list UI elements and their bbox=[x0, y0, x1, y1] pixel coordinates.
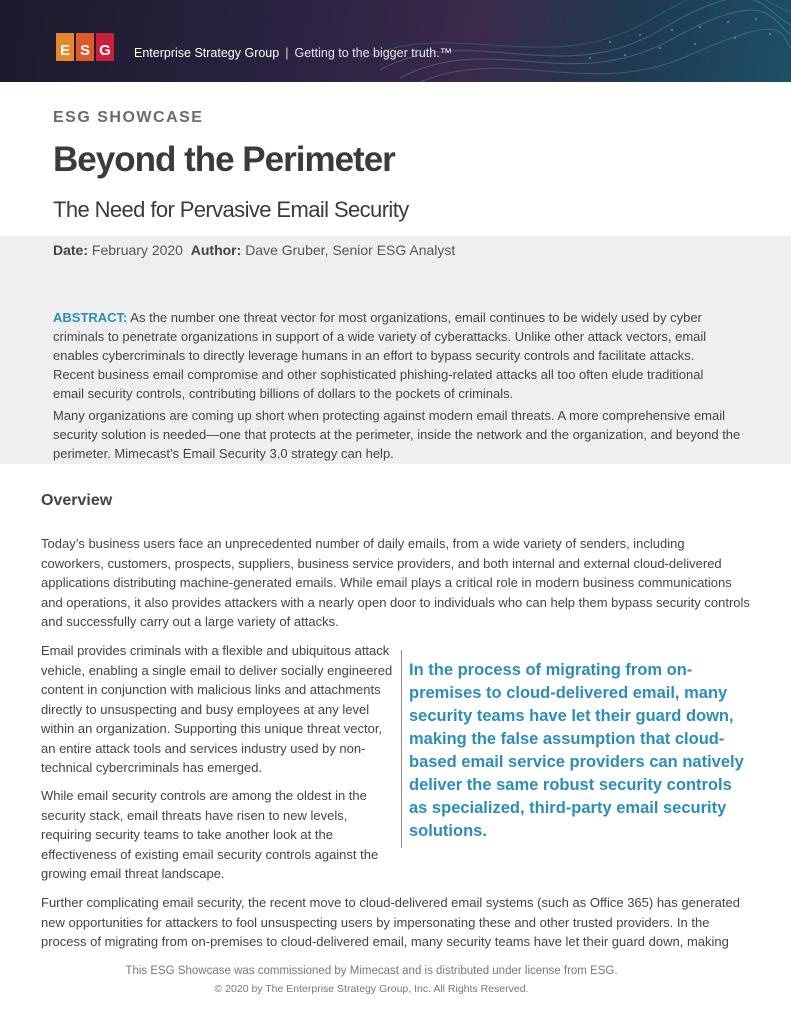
abstract-text: As the number one threat vector for most organizations, email continues to be widely used by cyber criminals to penetrate organizations in support of a wide variety of cyberattacks. Unlike other attack vectors, email enables cybercriminals to directly leverage humans in an effort to bypass security controls and facilitate attacks. Recent business email compromise and other sophisticated phishing-related attacks all too often elude traditional email security controls, contributing billions of dollars to the pockets of criminals. bbox=[53, 310, 707, 401]
date-author-line bbox=[53, 242, 455, 258]
logo-letter-e: E bbox=[56, 33, 74, 61]
footer-copyright: © 2020 by The Enterprise Strategy Group, Inc. All Rights Reserved. bbox=[214, 983, 529, 995]
page-subtitle: The Need for Pervasive Email Security bbox=[53, 197, 409, 222]
page-title: Beyond the Perimeter bbox=[53, 140, 395, 179]
logo-letter-s: S bbox=[76, 33, 94, 61]
showcase-label: ESG SHOWCASE bbox=[53, 109, 204, 126]
overview-heading: Overview bbox=[41, 492, 113, 509]
tagline-separator: | bbox=[285, 46, 289, 60]
header-banner bbox=[0, 0, 791, 82]
footer-license: This ESG Showcase was commissioned by Mimecast and is distributed under license from ESG. bbox=[125, 965, 618, 977]
date-value: February 2020 bbox=[91, 242, 183, 258]
esg-logo bbox=[56, 33, 114, 61]
overview-paragraph-2: Email provides criminals with a flexible and ubiquitous attack vehicle, enabling a single email to deliver socially engineered content in conjunction with malicious links and attachments directly to unsuspecting and busy employees at any level within an organization. Supporting this unique threat vector, an entire attack tools and services industry used by non-technical cybercriminals has emerged. bbox=[41, 643, 393, 775]
date-label: Date: bbox=[53, 242, 89, 258]
author-value: Dave Gruber, Senior ESG Analyst bbox=[245, 242, 456, 258]
overview-paragraph-4: Further complicating email security, the recent move to cloud-delivered email systems (such as Office 365) has generated new opportunities for attackers to fool unsuspecting users by impersonating these and other trusted providers. In the process of migrating from on-premises to cloud-delivered email, many security teams have let their guard down, making bbox=[41, 895, 740, 949]
abstract-paragraph bbox=[53, 308, 733, 403]
header-tagline bbox=[134, 46, 452, 60]
author-label: Author: bbox=[190, 242, 242, 258]
overview-paragraph-1: Today’s business users face an unprecedented number of daily emails, from a wide variety of senders, including coworkers, customers, prospects, suppliers, business service providers, and both internal and external cloud-delivered applications distributing machine-generated emails. While email plays a critical role in modern business communications and operations, it also provides attackers with a nearly open door to individuals who can help them bypass security controls and successfully carry out a large variety of attacks. bbox=[41, 536, 750, 629]
abstract-label: ABSTRACT: bbox=[53, 310, 128, 325]
pull-quote: In the process of migrating from on-premises to cloud-delivered email, many security teams have let their guard down, making the false assumption that cloud-based email service providers can natively deliver the same robust security controls as specialized, third-party email security solutions. bbox=[409, 661, 744, 840]
pull-quote-rule bbox=[401, 650, 402, 848]
logo-letter-g: G bbox=[96, 33, 114, 61]
overview-paragraph-3: While email security controls are among the oldest in the security stack, email threats have risen to new levels, requiring security teams to take another look at the effectiveness of existing email security controls against the growing email threat landscape. bbox=[41, 788, 379, 881]
company-name: Enterprise Strategy Group bbox=[134, 46, 280, 60]
company-motto: Getting to the bigger truth.™ bbox=[294, 46, 453, 60]
wave-graphic bbox=[0, 0, 791, 82]
abstract-paragraph-2: Many organizations are coming up short when protecting against modern email threats. A more comprehensive email security solution is needed—one that protects at the perimeter, inside the network and the organization, and beyond the perimeter. Mimecast’s Email Security 3.0 strategy can help. bbox=[53, 408, 741, 461]
